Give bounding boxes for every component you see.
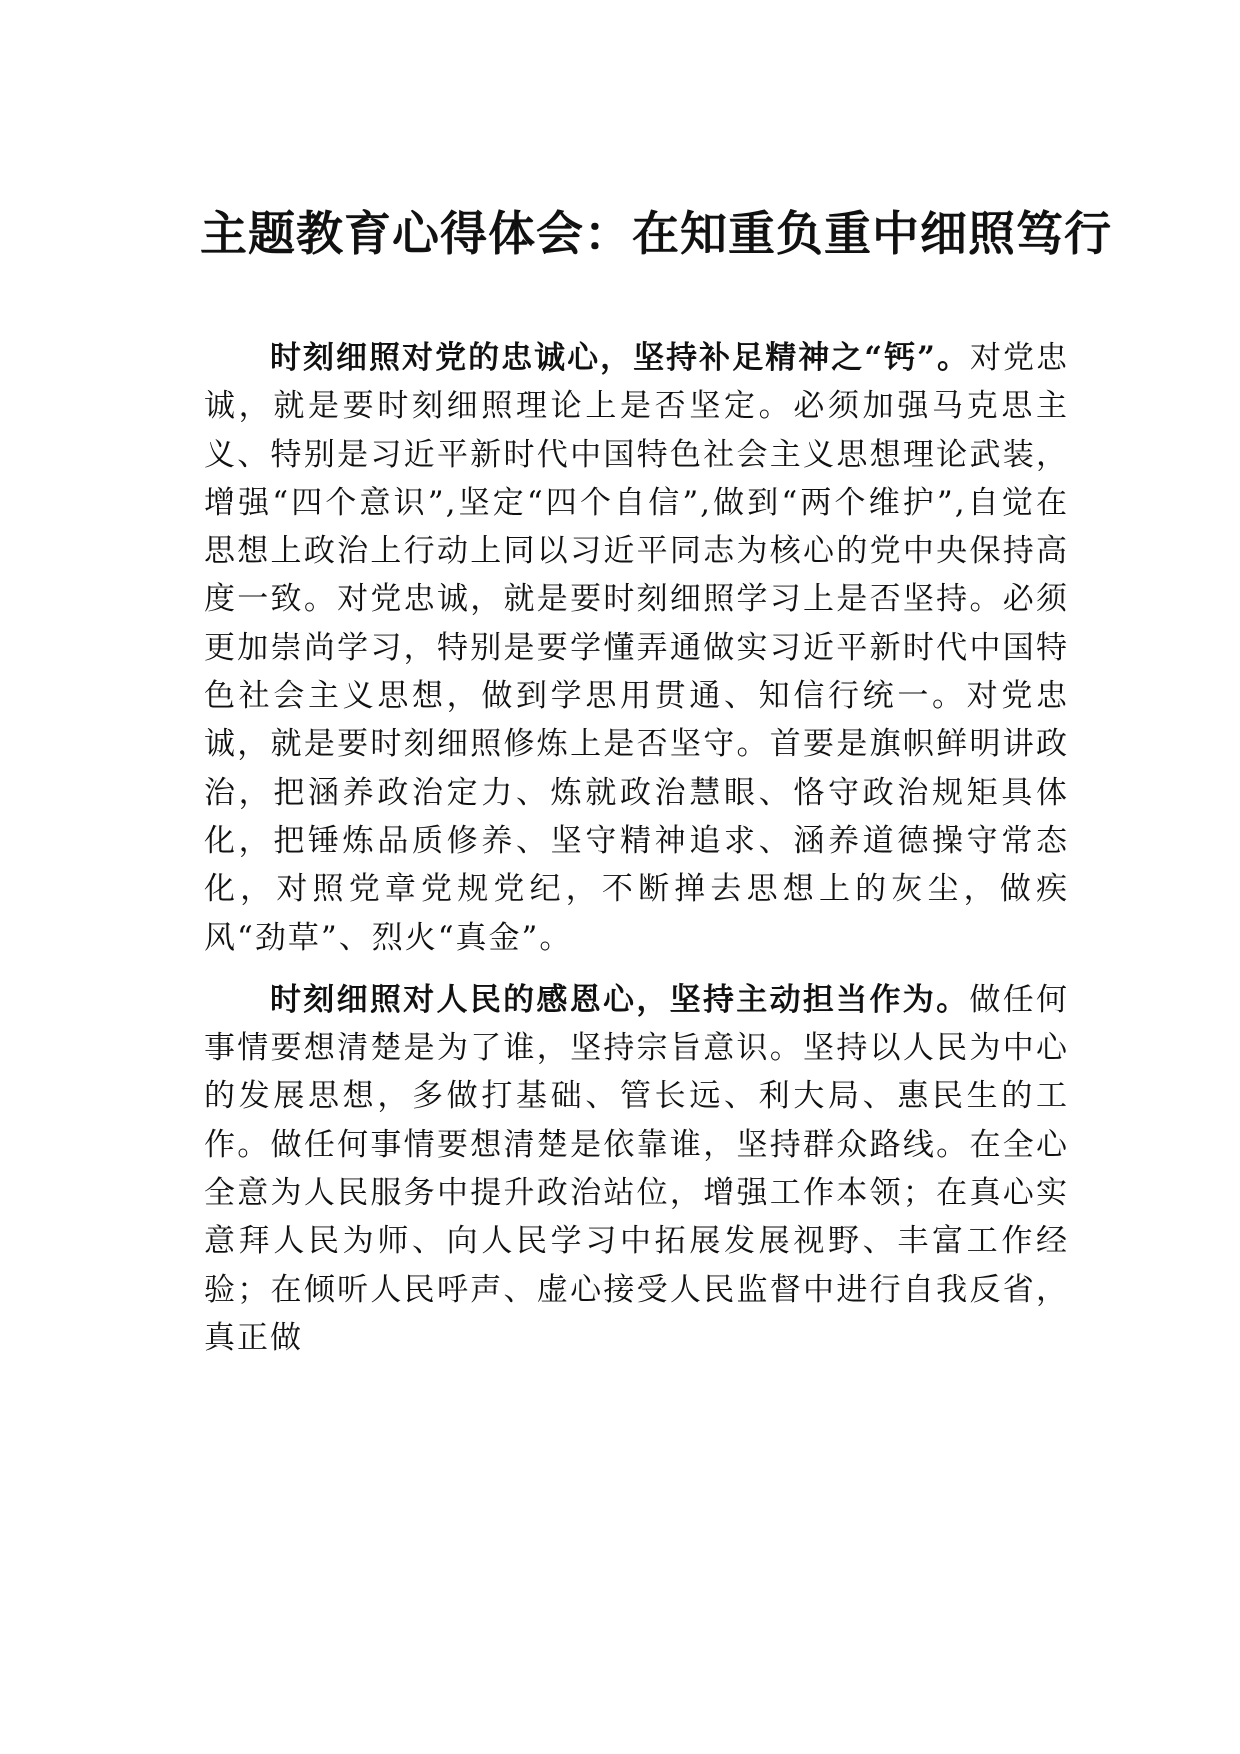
paragraph-1-lead: 时刻细照对党的忠诚心，坚持补足精神之“钙”。 [270,340,970,376]
paragraph-1 [204,334,1069,962]
document-title: 主题教育心得体会：在知重负重中细照笃行 [200,207,1112,262]
paragraph-1-text: 对党忠诚，就是要时刻细照理论上是否坚定。必须加强马克思主义、特别是习近平新时代中国特色社会主义思想理论武装，增强“四个意识”,坚定“四个自信”,做到“两个维护”,自觉在思想上政治上行动上同以习近平同志为核心的党中央保持高度一致。对党忠诚，就是要时刻细照学习上是否坚持。必须更加崇尚学习，特别是要学懂弄通做实习近平新时代中国特色社会主义思想，做到学思用贯通、知信行统一。对党忠诚，就是要时刻细照修炼上是否坚守。首要是旗帜鲜明讲政治，把涵养政治定力、炼就政治慧眼、恪守政治规矩具体化，把锤炼品质修养、坚守精神追求、涵养道德操守常态化，对照党章党规党纪，不断掸去思想上的灰尘，做疾风“劲草”、烈火“真金”。 [204,340,1069,956]
paragraph-2-lead: 时刻细照对人民的感恩心，坚持主动担当作为。 [270,981,970,1018]
paragraph-2 [204,976,1069,1362]
paragraph-2-text: 做任何事情要想清楚是为了谁，坚持宗旨意识。坚持以人民为中心的发展思想，多做打基础、管长远、利大局、惠民生的工作。做任何事情要想清楚是依靠谁，坚持群众路线。在全心全意为人民服务中提升政治站位，增强工作本领；在真心实意拜人民为师、向人民学习中拓展发展视野、丰富工作经验；在倾听人民呼声、虚心接受人民监督中进行自我反省，真正做 [204,981,1069,1356]
document-body [204,334,1069,1362]
